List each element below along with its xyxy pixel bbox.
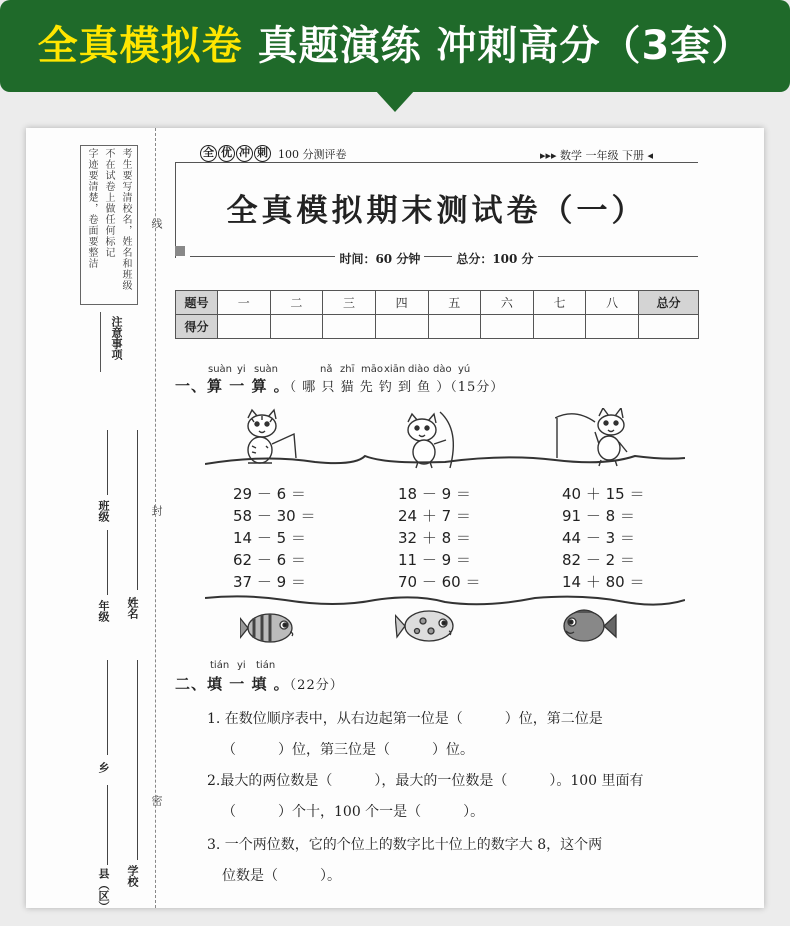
score-table — [175, 290, 699, 339]
school-label: 学校 — [126, 865, 139, 887]
equation: 24 ＋ 7 ＝ — [398, 507, 471, 525]
pinyin: tián — [210, 660, 230, 671]
table-row — [176, 315, 699, 339]
notes-title: 注意事项 — [110, 316, 123, 360]
pinyin: xiān — [384, 364, 406, 375]
seal-mark: 封 — [150, 505, 163, 516]
class-fill-line — [107, 430, 108, 495]
top-banner — [0, 0, 790, 92]
grade-info: ▸▸▸ 数学 一年级 下册 ◂ — [540, 149, 654, 162]
question-line: 位数是（ ）。 — [222, 868, 341, 884]
pinyin: tián — [256, 660, 276, 671]
table-cell: 四 — [375, 291, 428, 315]
score-cell[interactable] — [481, 315, 534, 339]
question-line: （ ）位，第三位是（ ）位。 — [222, 742, 474, 758]
question-line: 1. 在数位顺序表中，从右边起第一位是（ ）位，第二位是 — [207, 711, 603, 727]
pinyin: diào — [408, 364, 430, 375]
table-row — [176, 291, 699, 315]
score-cell[interactable] — [323, 315, 376, 339]
grade-label: 年级 — [97, 600, 110, 622]
section1-paren: （ 哪 只 猫 先 钓 到 鱼 ）（15分） — [289, 380, 505, 395]
pinyin: yú — [458, 364, 471, 375]
secret-mark: 密 — [150, 795, 163, 806]
question-line: 2.最大的两位数是（ ），最大的一位数是（ ）。100 里面有 — [207, 773, 644, 789]
score-cell[interactable] — [270, 315, 323, 339]
table-cell: 得分 — [176, 315, 218, 339]
equation: 14 ＋ 80 ＝ — [562, 573, 645, 591]
school-fill-line — [137, 660, 138, 860]
exam-title: 全真模拟期末测试卷（一） — [226, 193, 647, 229]
table-cell: 题号 — [176, 291, 218, 315]
equation: 18 － 9 ＝ — [398, 485, 471, 503]
table-cell: 三 — [323, 291, 376, 315]
note-1: 考生要写清校名，姓名和班级 — [120, 148, 131, 291]
banner-title — [0, 14, 790, 71]
line-mark: 线 — [150, 218, 163, 229]
pinyin: nǎ — [320, 364, 333, 375]
pinyin: dào — [433, 364, 452, 375]
time-info — [175, 250, 698, 267]
score-cell[interactable] — [639, 315, 699, 339]
equation: 44 － 3 ＝ — [562, 529, 635, 547]
score-cell[interactable] — [533, 315, 586, 339]
table-cell: 一 — [218, 291, 271, 315]
table-cell: 六 — [481, 291, 534, 315]
table-cell: 八 — [586, 291, 639, 315]
county-label: 县（区） — [97, 868, 110, 912]
pinyin: yi — [237, 364, 246, 375]
banner-down-arrow-icon — [375, 90, 415, 112]
binding-cut-line — [155, 128, 156, 908]
equation: 82 － 2 ＝ — [562, 551, 635, 569]
pinyin: yi — [237, 660, 246, 671]
name-fill-line — [137, 430, 138, 590]
time-limit: 时间：60 分钟 — [335, 252, 424, 266]
total-score: 总分：100 分 — [452, 252, 537, 266]
fish-icon — [240, 608, 304, 648]
township-fill-line — [107, 660, 108, 755]
notes-title-bar — [100, 312, 101, 372]
table-cell: 七 — [533, 291, 586, 315]
pinyin: suàn — [254, 364, 279, 375]
township-label: 乡 — [97, 762, 110, 773]
equation: 29 － 6 ＝ — [233, 485, 306, 503]
water-surface-line — [205, 450, 685, 470]
fish-icon — [395, 605, 461, 647]
table-cell: 五 — [428, 291, 481, 315]
banner-part3: 冲刺高分（3套） — [436, 23, 753, 69]
equation: 70 － 60 ＝ — [398, 573, 481, 591]
score-cell[interactable] — [375, 315, 428, 339]
equation: 11 － 9 ＝ — [398, 551, 471, 569]
brand-logo — [200, 145, 347, 162]
equation: 40 ＋ 15 ＝ — [562, 485, 645, 503]
brand-subtitle: 100 分测评卷 — [278, 147, 347, 161]
equation: 14 － 5 ＝ — [233, 529, 306, 547]
brand-char: 刺 — [254, 145, 271, 162]
equation: 91 － 8 ＝ — [562, 507, 635, 525]
question-line: 3. 一个两位数，它的个位上的数字比十位上的数字大 8，这个两 — [207, 837, 603, 853]
score-cell[interactable] — [586, 315, 639, 339]
banner-part1: 全真模拟卷 — [37, 23, 243, 69]
table-cell: 总分 — [639, 291, 699, 315]
equation: 62 － 6 ＝ — [233, 551, 306, 569]
fish-icon — [560, 605, 618, 647]
brand-char: 冲 — [236, 145, 253, 162]
grade-fill-line — [107, 530, 108, 595]
brand-char: 优 — [218, 145, 235, 162]
section2-points: （22分） — [289, 678, 344, 693]
brand-char: 全 — [200, 145, 217, 162]
section2-title — [175, 673, 344, 694]
pinyin: māo — [361, 364, 383, 375]
section2-heading: 二、填 一 填 。 — [175, 675, 290, 693]
equation: 37 － 9 ＝ — [233, 573, 306, 591]
note-2: 不在试卷上做任何标记 — [103, 148, 114, 258]
banner-part2: 真题演练 — [257, 23, 422, 69]
section1-heading: 一、算 一 算 。 — [175, 377, 290, 395]
pinyin: suàn — [208, 364, 233, 375]
county-fill-line — [107, 785, 108, 865]
table-cell: 二 — [270, 291, 323, 315]
note-3: 字迹要清楚，卷面要整洁 — [86, 148, 97, 269]
equation: 32 ＋ 8 ＝ — [398, 529, 471, 547]
class-label: 班级 — [97, 500, 110, 522]
name-label: 姓名 — [126, 597, 139, 619]
score-cell[interactable] — [218, 315, 271, 339]
equation: 58 － 30 ＝ — [233, 507, 316, 525]
score-cell[interactable] — [428, 315, 481, 339]
pinyin: zhī — [340, 364, 355, 375]
question-line: （ ）个十，100 个一是（ ）。 — [222, 804, 485, 820]
section1-title — [175, 375, 504, 396]
